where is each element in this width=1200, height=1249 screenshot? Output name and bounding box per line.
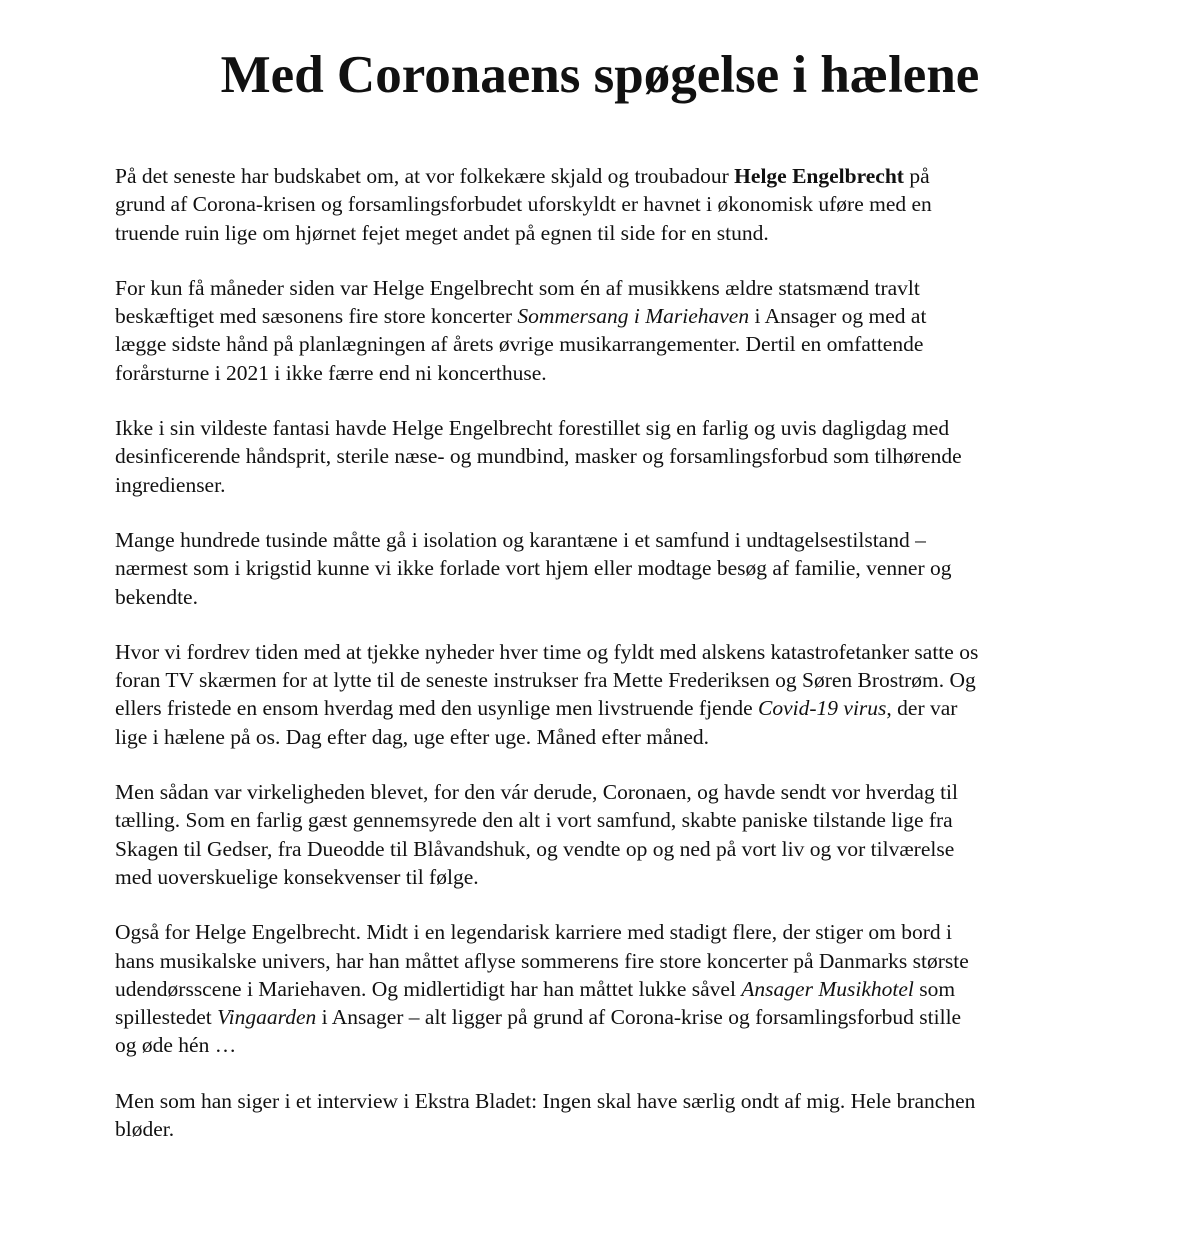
text-line (115, 414, 1100, 442)
text-line (115, 274, 1100, 302)
text-line (115, 723, 1100, 751)
paragraph (115, 414, 1100, 499)
text-run: tælling. Som en farlig gæst gennemsyrede den alt i vort samfund, skabte paniske tilstande lige fra (115, 808, 953, 833)
text-run: Men sådan var virkeligheden blevet, for den vár derude, Coronaen, og havde sendt vor hverdag til (115, 780, 958, 805)
text-line (115, 302, 1100, 330)
paragraph (115, 274, 1100, 387)
text-line (115, 863, 1100, 891)
text-run: hans musikalske univers, har han måttet aflyse sommerens fire store koncerter på Danmarks største (115, 948, 969, 973)
article-title: Med Coronaens spøgelse i hælene (220, 46, 980, 104)
article-body (115, 162, 1100, 1170)
text-line (115, 947, 1100, 975)
text-run: ellers fristede en ensom hverdag med den usynlige men livstruende fjende (115, 696, 759, 721)
text-run: i Ansager og med at (749, 304, 927, 329)
text-run: , der var (886, 696, 958, 721)
text-line (115, 806, 1100, 834)
text-line (115, 190, 1100, 218)
text-run: og øde hén … (115, 1033, 237, 1058)
text-run: i Ansager – alt ligger på grund af Corona-krise og forsamlingsforbud stille (316, 1005, 962, 1030)
text-line (115, 778, 1100, 806)
paragraph (115, 526, 1100, 611)
text-run: truende ruin lige om hjørnet fejet meget andet på egnen til side for en stund. (115, 220, 769, 245)
text-run: På det seneste har budskabet om, at vor folkekære skjald og troubadour (115, 164, 735, 188)
text-line (115, 918, 1100, 946)
text-line (115, 1115, 1100, 1143)
text-line (115, 835, 1100, 863)
text-line (115, 1031, 1100, 1059)
text-line (115, 162, 1100, 190)
text-line (115, 694, 1100, 722)
text-line (115, 526, 1100, 554)
paragraph (115, 162, 1100, 247)
text-line (115, 219, 1100, 247)
text-line (115, 442, 1100, 470)
paragraph (115, 1087, 1100, 1144)
text-line (115, 666, 1100, 694)
text-line (115, 359, 1100, 387)
text-run: på (903, 164, 930, 188)
paragraph (115, 638, 1100, 751)
text-run: Ikke i sin vildeste fantasi havde Helge Engelbrecht forestillet sig en farlig og uvis dagligdag med (115, 416, 950, 441)
text-line (115, 1087, 1100, 1115)
text-run: bekendte. (115, 584, 198, 609)
text-line (115, 1003, 1100, 1031)
text-run: ingredienser. (115, 472, 226, 497)
text-run: lige i hælene på os. Dag efter dag, uge efter uge. Måned efter måned. (115, 724, 709, 749)
paragraph (115, 778, 1100, 891)
text-run: desinficerende håndsprit, sterile næse- og mundbind, masker og forsamlingsforbud som tilhørende (115, 444, 962, 469)
text-run: som (913, 976, 956, 1001)
text-run: Også for Helge Engelbrecht. Midt i en legendarisk karriere med stadigt flere, der stiger om bord i (115, 920, 953, 945)
text-line (115, 330, 1100, 358)
text-line (115, 583, 1100, 611)
italic-text: Sommersang i Mariehaven (517, 304, 750, 329)
text-run: lægge sidste hånd på planlægningen af årets øvrige musikarrangementer. Dertil en omfattende (115, 332, 924, 357)
italic-text: Vingaarden (217, 1005, 317, 1030)
text-run: Skagen til Gedser, fra Dueodde til Blåvandshuk, og vendte op og ned på vort liv og vor tilværelse (115, 836, 955, 861)
text-run: spillestedet (115, 1005, 218, 1030)
text-line (115, 975, 1100, 1003)
italic-text: Ansager Musikhotel (741, 976, 914, 1001)
text-run: Men som han siger i et interview i Ekstra Bladet: Ingen skal have særlig ondt af mig. Hele branchen (115, 1088, 976, 1113)
text-run: Mange hundrede tusinde måtte gå i isolation og karantæne i et samfund i undtagelsestilstand – (115, 527, 926, 552)
text-run: Hvor vi fordrev tiden med at tjekke nyheder hver time og fyldt med alskens katastrofetanker satte os (115, 639, 979, 664)
text-run: nærmest som i krigstid kunne vi ikke forlade vort hjem eller modtage besøg af familie, venner og (115, 556, 952, 581)
italic-text: Covid-19 virus (758, 696, 887, 721)
text-run: med uoverskuelige konsekvenser til følge. (115, 864, 479, 889)
text-run: foran TV skærmen for at lytte til de seneste instrukser fra Mette Frederiksen og Søren Brostrøm. Og (115, 668, 976, 693)
text-line (115, 554, 1100, 582)
text-run: udendørsscene i Mariehaven. Og midlertidigt har han måttet lukke såvel (115, 976, 742, 1001)
text-run: beskæftiget med sæsonens fire store koncerter (115, 304, 518, 329)
text-run: grund af Corona-krisen og forsamlingsforbudet uforskyldt er havnet i økonomisk uføre med en (115, 192, 932, 217)
text-line (115, 471, 1100, 499)
text-line (115, 638, 1100, 666)
text-run: For kun få måneder siden var Helge Engelbrecht som én af musikkens ældre statsmænd travlt (115, 275, 920, 300)
paragraph (115, 918, 1100, 1059)
bold-text: Helge Engelbrecht (734, 164, 904, 188)
text-run: forårsturne i 2021 i ikke færre end ni koncerthuse. (115, 360, 547, 385)
text-run: bløder. (115, 1117, 175, 1142)
